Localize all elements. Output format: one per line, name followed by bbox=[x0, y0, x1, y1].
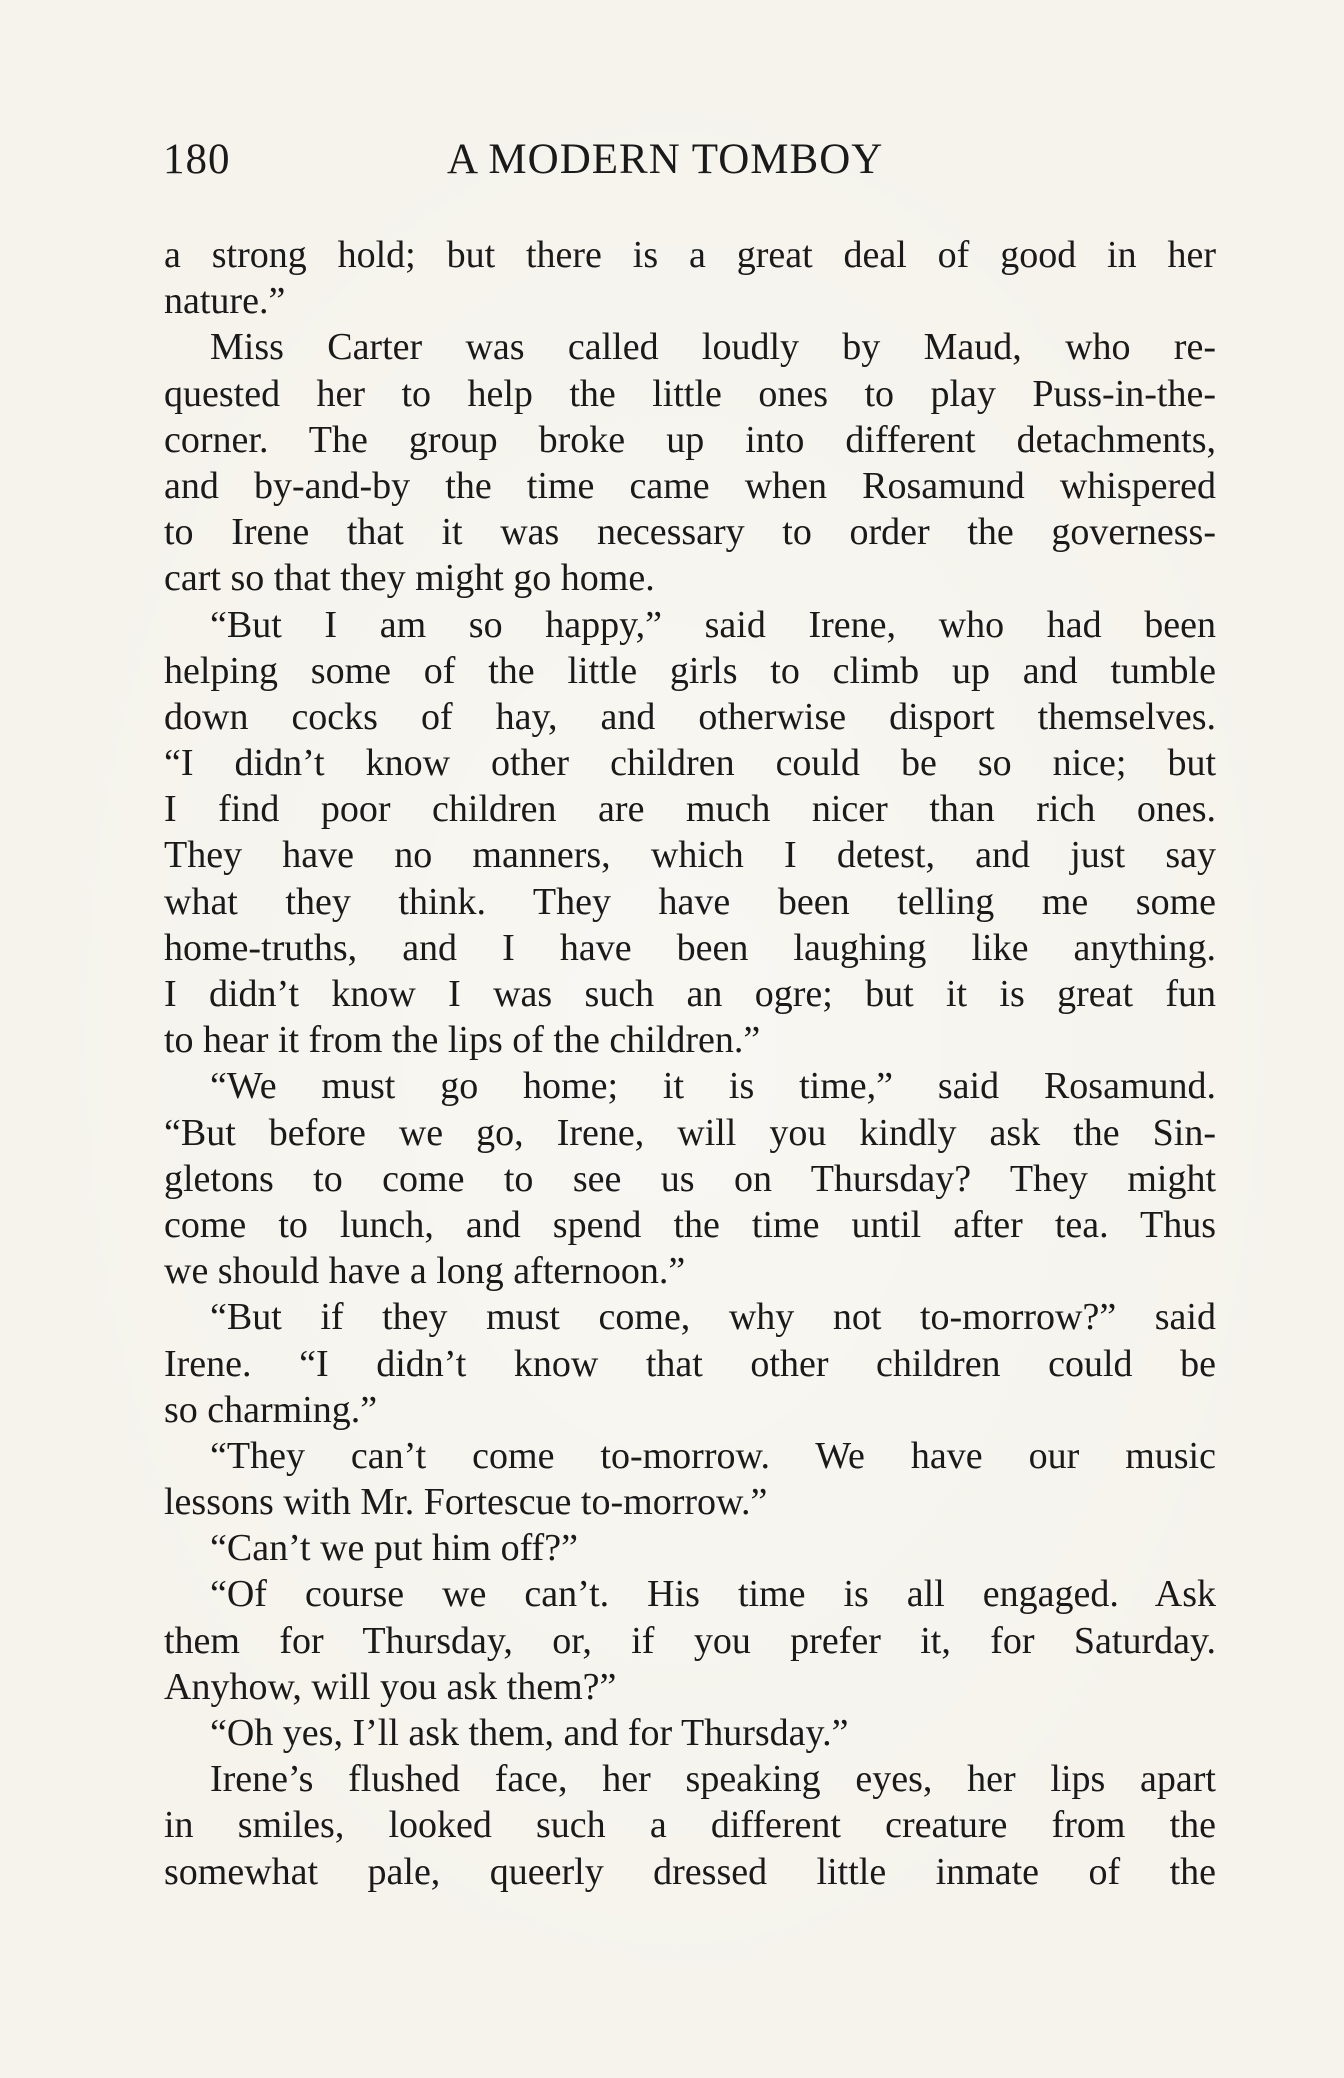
text-line: come to lunch, and spend the time until after tea. Thus bbox=[164, 1203, 1216, 1246]
body-text bbox=[164, 232, 1216, 1895]
text-line: Irene’s flushed face, her speaking eyes, her lips apart bbox=[210, 1758, 1216, 1801]
page-header bbox=[163, 132, 923, 188]
text-line: “I didn’t know other children could be so nice; but bbox=[164, 742, 1216, 785]
text-line: “Can’t we put him off?” bbox=[210, 1527, 578, 1570]
text-line: to Irene that it was necessary to order the governess- bbox=[164, 511, 1216, 554]
text-line: “Of course we can’t. His time is all engaged. Ask bbox=[210, 1573, 1216, 1616]
text-line: so charming.” bbox=[164, 1388, 378, 1431]
text-line: “But if they must come, why not to-morrow?” said bbox=[210, 1296, 1216, 1339]
text-line: somewhat pale, queerly dressed little inmate of the bbox=[164, 1850, 1216, 1893]
text-line: “They can’t come to-morrow. We have our music bbox=[210, 1434, 1216, 1477]
text-line: quested her to help the little ones to play Puss-in-the- bbox=[164, 372, 1216, 415]
running-title: A MODERN TOMBOY bbox=[447, 136, 884, 183]
text-line: down cocks of hay, and otherwise disport themselves. bbox=[164, 695, 1216, 738]
text-line: “We must go home; it is time,” said Rosamund. bbox=[210, 1065, 1216, 1108]
text-line: “Oh yes, I’ll ask them, and for Thursday.” bbox=[210, 1712, 849, 1754]
page-number: 180 bbox=[163, 136, 231, 183]
text-line: They have no manners, which I detest, and just say bbox=[164, 834, 1216, 877]
text-line: “But before we go, Irene, will you kindly ask the Sin- bbox=[164, 1111, 1216, 1154]
text-line: what they think. They have been telling me some bbox=[164, 880, 1216, 923]
text-line: them for Thursday, or, if you prefer it, for Saturday. bbox=[164, 1619, 1216, 1662]
text-line: I find poor children are much nicer than rich ones. bbox=[164, 788, 1216, 831]
text-line: corner. The group broke up into different detachments, bbox=[164, 418, 1216, 461]
text-line: lessons with Mr. Fortescue to-morrow.” bbox=[164, 1481, 768, 1524]
text-line: I didn’t know I was such an ogre; but it is great fun bbox=[164, 973, 1216, 1015]
text-line: cart so that they might go home. bbox=[164, 557, 655, 600]
text-line: gletons to come to see us on Thursday? They might bbox=[164, 1157, 1216, 1200]
text-line: Irene. “I didn’t know that other children could be bbox=[164, 1342, 1216, 1385]
text-line: home-truths, and I have been laughing like anything. bbox=[164, 926, 1216, 969]
text-line: nature.” bbox=[164, 280, 286, 323]
text-line: Anyhow, will you ask them?” bbox=[164, 1665, 617, 1708]
text-line: “But I am so happy,” said Irene, who had been bbox=[210, 603, 1216, 646]
text-line: in smiles, looked such a different creature from the bbox=[164, 1804, 1216, 1847]
text-line: helping some of the little girls to climb up and tumble bbox=[164, 649, 1216, 692]
text-line: to hear it from the lips of the children.” bbox=[164, 1019, 761, 1062]
text-line: a strong hold; but there is a great deal of good in her bbox=[164, 234, 1216, 276]
text-line: and by-and-by the time came when Rosamund whispered bbox=[164, 464, 1216, 507]
text-line: we should have a long afternoon.” bbox=[164, 1250, 686, 1293]
text-line: Miss Carter was called loudly by Maud, who re- bbox=[210, 326, 1216, 369]
